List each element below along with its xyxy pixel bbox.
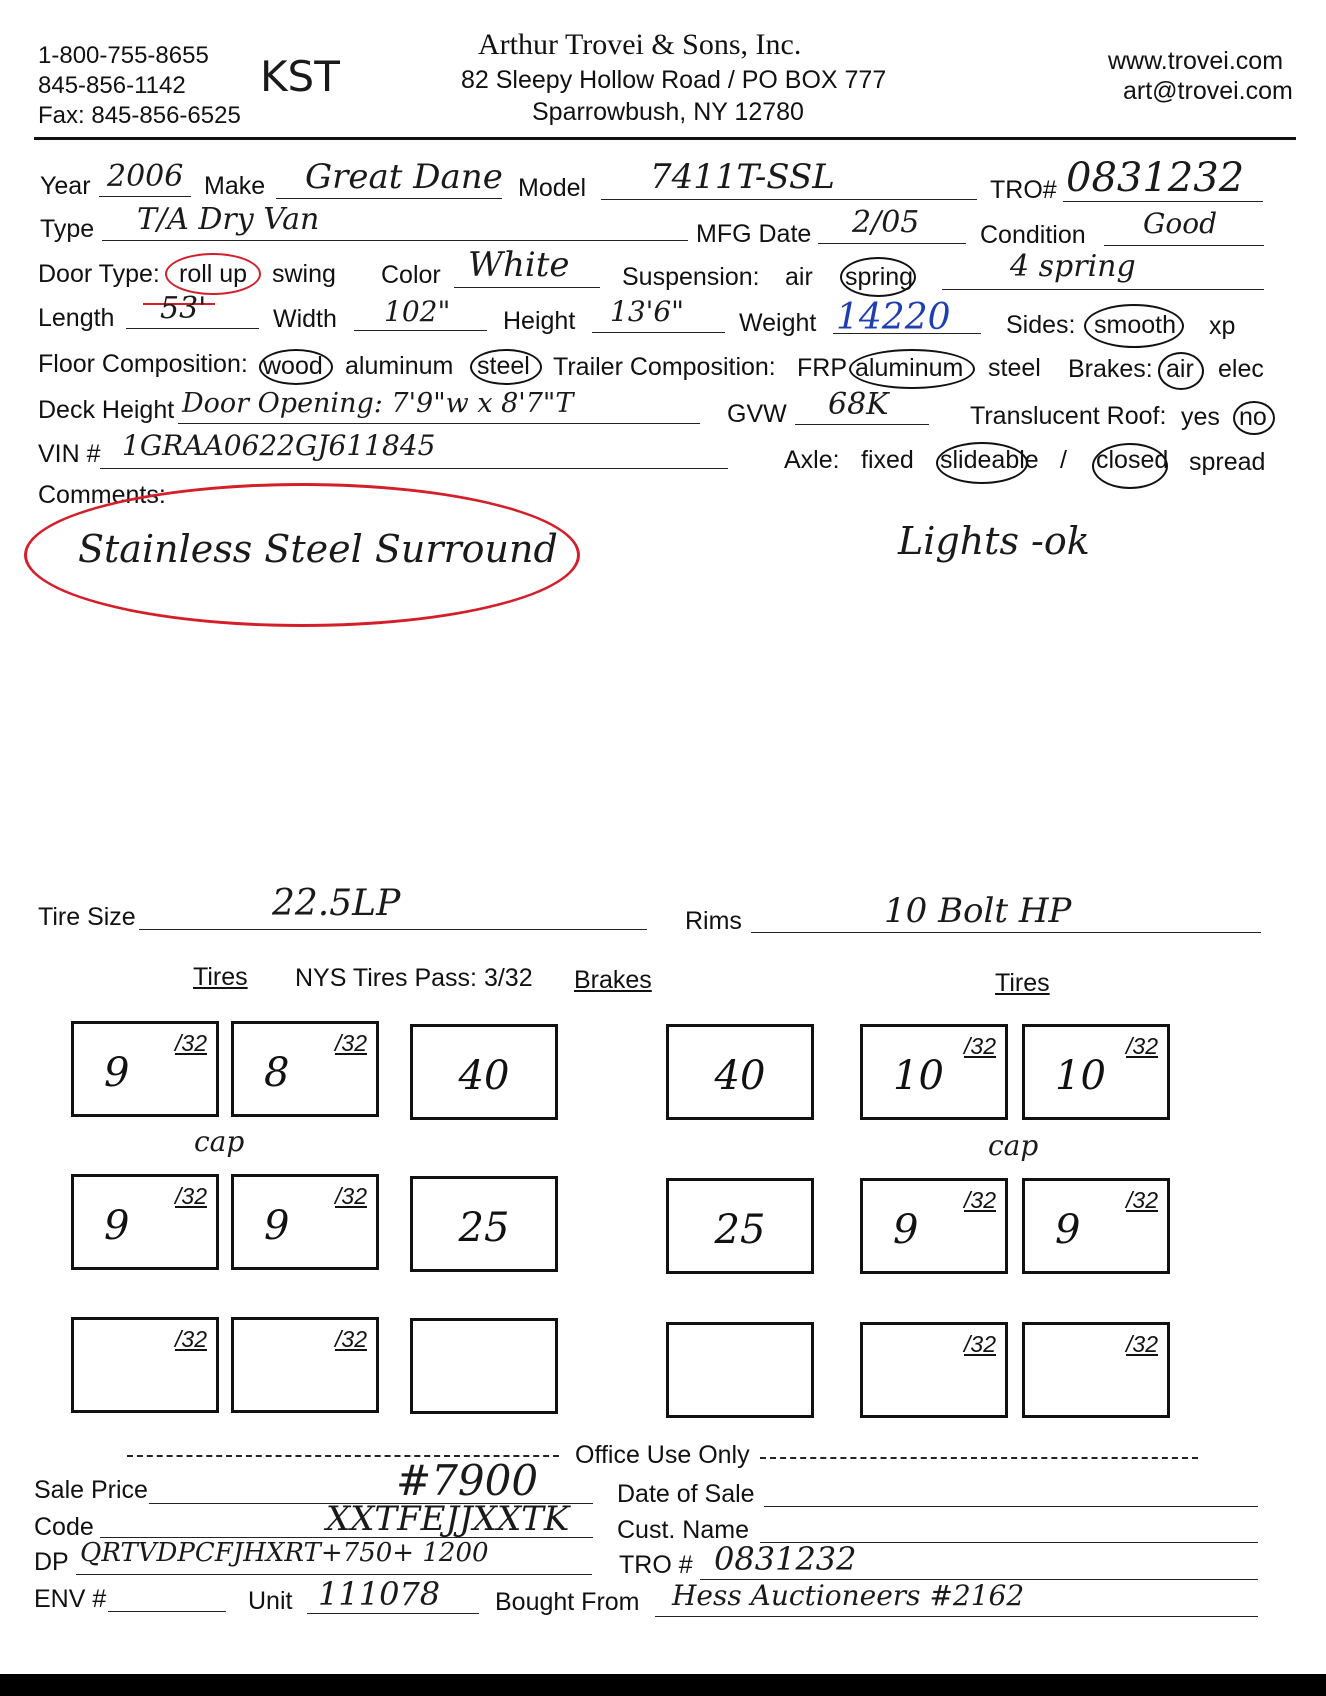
tread-depth: 9 bbox=[264, 1203, 290, 1249]
sides-xp-option[interactable]: xp bbox=[1209, 312, 1236, 340]
tread-denominator: /32 bbox=[335, 1183, 367, 1209]
brakes-header: Brakes bbox=[574, 966, 652, 994]
condition-label: Condition bbox=[980, 221, 1086, 249]
deck-height-value[interactable]: Door Opening: 7'9"w x 8'7"T bbox=[182, 388, 574, 419]
axle-slash: / bbox=[1060, 446, 1067, 474]
vin-value[interactable]: 1GRAA0622GJ611845 bbox=[122, 429, 436, 462]
brake-percent: 40 bbox=[458, 1053, 510, 1099]
tire-box[interactable] bbox=[1022, 1322, 1170, 1418]
tread-depth: 9 bbox=[104, 1050, 130, 1096]
floor-steel-option[interactable]: steel bbox=[477, 352, 530, 380]
bought-from-value[interactable]: Hess Auctioneers #2162 bbox=[672, 1579, 1025, 1612]
trailer-steel-option[interactable]: steel bbox=[988, 354, 1041, 382]
trailer-aluminum-selected-circle bbox=[849, 349, 975, 389]
model-line bbox=[601, 199, 977, 200]
rims-line bbox=[751, 932, 1261, 933]
rims-label: Rims bbox=[685, 907, 742, 935]
brake-box[interactable] bbox=[410, 1318, 558, 1414]
year-line bbox=[99, 196, 191, 197]
axle-fixed-option[interactable]: fixed bbox=[861, 446, 914, 474]
cust-name-label: Cust. Name bbox=[617, 1516, 749, 1544]
tro-line bbox=[1063, 201, 1263, 202]
brake-box[interactable] bbox=[666, 1024, 814, 1120]
deck-height-label: Deck Height bbox=[38, 396, 175, 424]
floor-aluminum-option[interactable]: aluminum bbox=[345, 352, 454, 380]
tire-box[interactable] bbox=[1022, 1024, 1170, 1120]
height-line bbox=[592, 332, 725, 333]
tread-depth: 9 bbox=[893, 1207, 919, 1253]
scan-bottom-edge bbox=[0, 1674, 1326, 1696]
office-use-only-label: Office Use Only bbox=[575, 1441, 750, 1469]
color-label: Color bbox=[381, 261, 441, 289]
sides-label: Sides: bbox=[1006, 311, 1076, 339]
roll-up-selected-circle bbox=[165, 253, 261, 295]
brake-percent: 25 bbox=[458, 1205, 510, 1251]
tro-2-label: TRO # bbox=[619, 1551, 693, 1579]
rims-value[interactable]: 10 Bolt HP bbox=[884, 891, 1072, 931]
no-selected-circle bbox=[1233, 401, 1275, 435]
axle-slideable-option[interactable]: slideable bbox=[940, 446, 1039, 474]
spring-selected-circle bbox=[840, 257, 916, 297]
length-value[interactable]: 53' bbox=[160, 291, 207, 326]
wood-selected-circle bbox=[259, 349, 333, 385]
comments-label: Comments: bbox=[38, 481, 166, 509]
tire-box[interactable] bbox=[231, 1174, 379, 1270]
year-value[interactable]: 2006 bbox=[107, 159, 184, 194]
height-label: Height bbox=[503, 307, 576, 335]
trailer-frp-option[interactable]: FRP bbox=[797, 354, 847, 382]
smooth-selected-circle bbox=[1084, 304, 1184, 348]
tire-box[interactable] bbox=[860, 1178, 1008, 1274]
brakes-label: Brakes: bbox=[1068, 355, 1153, 383]
mfg-date-label: MFG Date bbox=[696, 220, 812, 248]
brakes-air-option[interactable]: air bbox=[1166, 355, 1194, 383]
tire-size-label: Tire Size bbox=[38, 903, 136, 931]
brakes-air-selected-circle bbox=[1158, 352, 1204, 390]
door-roll-up-option[interactable]: roll up bbox=[179, 260, 248, 288]
tire-box[interactable] bbox=[1022, 1178, 1170, 1274]
tread-denominator: /32 bbox=[964, 1033, 996, 1059]
gvw-label: GVW bbox=[727, 400, 787, 428]
brake-box[interactable] bbox=[666, 1322, 814, 1418]
door-type-label: Door Type: bbox=[38, 260, 160, 288]
brake-percent: 25 bbox=[714, 1207, 766, 1253]
translucent-roof-label: Translucent Roof: bbox=[970, 402, 1167, 430]
unit-value[interactable]: 111078 bbox=[318, 1575, 441, 1613]
company-name: Arthur Trovei & Sons, Inc. bbox=[478, 28, 802, 61]
tread-denominator: /32 bbox=[335, 1030, 367, 1056]
comment-2[interactable]: Lights -ok bbox=[898, 519, 1090, 563]
tread-denominator: /32 bbox=[175, 1183, 207, 1209]
code-label: Code bbox=[34, 1513, 94, 1541]
email: art@trovei.com bbox=[1123, 77, 1293, 105]
initials: KST bbox=[260, 52, 340, 101]
height-value[interactable]: 13'6" bbox=[610, 295, 685, 328]
cap-note-right[interactable]: cap bbox=[988, 1129, 1039, 1162]
bought-from-label: Bought From bbox=[495, 1588, 640, 1616]
year-label: Year bbox=[40, 172, 91, 200]
suspension-air-option[interactable]: air bbox=[785, 263, 813, 291]
trailer-composition-label: Trailer Composition: bbox=[553, 353, 776, 381]
tread-denominator: /32 bbox=[175, 1326, 207, 1352]
width-label: Width bbox=[273, 305, 337, 333]
suspension-spring-option[interactable]: spring bbox=[845, 263, 914, 291]
tro-value[interactable]: 0831232 bbox=[1066, 155, 1245, 201]
width-value[interactable]: 102" bbox=[384, 295, 451, 328]
suspension-line bbox=[942, 289, 1264, 290]
type-value[interactable]: T/A Dry Van bbox=[137, 202, 320, 237]
closed-selected-circle bbox=[1092, 443, 1168, 489]
vin-line bbox=[100, 468, 728, 469]
env-line bbox=[108, 1611, 226, 1612]
tire-size-value[interactable]: 22.5LP bbox=[272, 883, 401, 924]
translucent-no-option[interactable]: no bbox=[1239, 403, 1267, 431]
trailer-aluminum-option[interactable]: aluminum bbox=[855, 354, 964, 382]
company-address-2: Sparrowbush, NY 12780 bbox=[532, 98, 804, 126]
mfg-date-value[interactable]: 2/05 bbox=[852, 205, 920, 240]
tread-depth: 9 bbox=[1055, 1207, 1081, 1253]
tire-box[interactable] bbox=[231, 1317, 379, 1413]
tread-denominator: /32 bbox=[964, 1187, 996, 1213]
unit-label: Unit bbox=[248, 1587, 293, 1615]
weight-value[interactable]: 14220 bbox=[836, 297, 951, 338]
brakes-elec-option[interactable]: elec bbox=[1218, 355, 1264, 383]
tires-right-header: Tires bbox=[995, 969, 1050, 997]
dp-label: DP bbox=[34, 1548, 69, 1576]
slideable-selected-circle bbox=[936, 442, 1028, 484]
phone-2: 845-856-1142 bbox=[38, 72, 186, 99]
tire-box[interactable] bbox=[71, 1317, 219, 1413]
condition-line bbox=[1104, 245, 1264, 246]
tro-label: TRO# bbox=[990, 176, 1057, 204]
tire-size-line bbox=[139, 929, 647, 930]
tread-denominator: /32 bbox=[1126, 1331, 1158, 1357]
tread-denominator: /32 bbox=[175, 1030, 207, 1056]
sale-price-label: Sale Price bbox=[34, 1476, 148, 1504]
tire-box[interactable] bbox=[231, 1021, 379, 1117]
make-value[interactable]: Great Dane bbox=[305, 157, 503, 197]
header-divider bbox=[34, 137, 1296, 140]
make-line bbox=[276, 198, 502, 199]
tread-depth: 10 bbox=[893, 1053, 944, 1099]
unit-line bbox=[307, 1613, 479, 1614]
company-address-1: 82 Sleepy Hollow Road / PO BOX 777 bbox=[461, 66, 887, 94]
website: www.trovei.com bbox=[1108, 47, 1284, 75]
weight-label: Weight bbox=[739, 309, 817, 337]
tire-box[interactable] bbox=[860, 1322, 1008, 1418]
floor-composition-label: Floor Composition: bbox=[38, 350, 248, 378]
tread-denominator: /32 bbox=[1126, 1033, 1158, 1059]
type-label: Type bbox=[40, 215, 95, 243]
brake-box[interactable] bbox=[410, 1024, 558, 1120]
comment-red-circle bbox=[24, 483, 580, 627]
tire-box[interactable] bbox=[71, 1174, 219, 1270]
gvw-value[interactable]: 68K bbox=[828, 387, 889, 422]
tro-2-value[interactable]: 0831232 bbox=[714, 1540, 857, 1578]
tire-box[interactable] bbox=[860, 1024, 1008, 1120]
width-line bbox=[354, 330, 487, 331]
tread-depth: 8 bbox=[264, 1050, 290, 1096]
brake-box[interactable] bbox=[410, 1176, 558, 1272]
gvw-line bbox=[795, 424, 929, 425]
brake-percent: 40 bbox=[714, 1053, 766, 1099]
sale-price-value[interactable]: #7900 bbox=[396, 1456, 539, 1505]
fax-number: Fax: 845-856-6525 bbox=[38, 102, 241, 129]
length-label: Length bbox=[38, 304, 115, 332]
make-label: Make bbox=[204, 172, 266, 200]
tread-denominator: /32 bbox=[335, 1326, 367, 1352]
type-line bbox=[102, 240, 688, 241]
brake-box[interactable] bbox=[666, 1178, 814, 1274]
code-value[interactable]: XXTFEJJXXTK bbox=[326, 1499, 570, 1539]
date-of-sale-label: Date of Sale bbox=[617, 1480, 755, 1508]
axle-closed-option[interactable]: closed bbox=[1096, 446, 1169, 474]
axle-label: Axle: bbox=[784, 446, 840, 474]
translucent-yes-option[interactable]: yes bbox=[1181, 403, 1220, 431]
suspension-note[interactable]: 4 spring bbox=[1010, 249, 1136, 284]
office-dashes-right bbox=[760, 1457, 1198, 1459]
sides-smooth-option[interactable]: smooth bbox=[1094, 311, 1176, 339]
tire-box[interactable] bbox=[71, 1021, 219, 1117]
door-swing-option[interactable]: swing bbox=[272, 260, 336, 288]
suspension-label: Suspension: bbox=[622, 263, 760, 291]
tread-depth: 10 bbox=[1055, 1053, 1106, 1099]
nys-tires-pass: NYS Tires Pass: 3/32 bbox=[295, 964, 533, 992]
model-label: Model bbox=[518, 174, 587, 202]
bought-from-line bbox=[655, 1616, 1258, 1617]
axle-spread-option[interactable]: spread bbox=[1189, 448, 1266, 476]
dp-value[interactable]: QRTVDPCFJHXRT+750+ 1200 bbox=[80, 1538, 489, 1568]
env-label: ENV # bbox=[34, 1585, 107, 1613]
tread-depth: 9 bbox=[104, 1203, 130, 1249]
date-of-sale-line bbox=[764, 1506, 1258, 1507]
comment-1[interactable]: Stainless Steel Surround bbox=[78, 527, 558, 571]
condition-value[interactable]: Good bbox=[1143, 207, 1218, 240]
mfg-date-line bbox=[818, 243, 966, 244]
color-line bbox=[454, 287, 600, 288]
cap-note-left[interactable]: cap bbox=[194, 1125, 245, 1158]
model-value[interactable]: 7411T-SSL bbox=[650, 157, 835, 197]
phone-1: 1-800-755-8655 bbox=[38, 42, 209, 69]
deck-height-line bbox=[178, 423, 700, 424]
tires-left-header: Tires bbox=[193, 963, 248, 991]
tread-denominator: /32 bbox=[1126, 1187, 1158, 1213]
floor-wood-option[interactable]: wood bbox=[263, 352, 323, 380]
tread-denominator: /32 bbox=[964, 1331, 996, 1357]
length-line bbox=[126, 328, 259, 329]
steel-selected-circle bbox=[470, 349, 542, 385]
color-value[interactable]: White bbox=[468, 245, 570, 285]
vin-label: VIN # bbox=[38, 440, 101, 468]
